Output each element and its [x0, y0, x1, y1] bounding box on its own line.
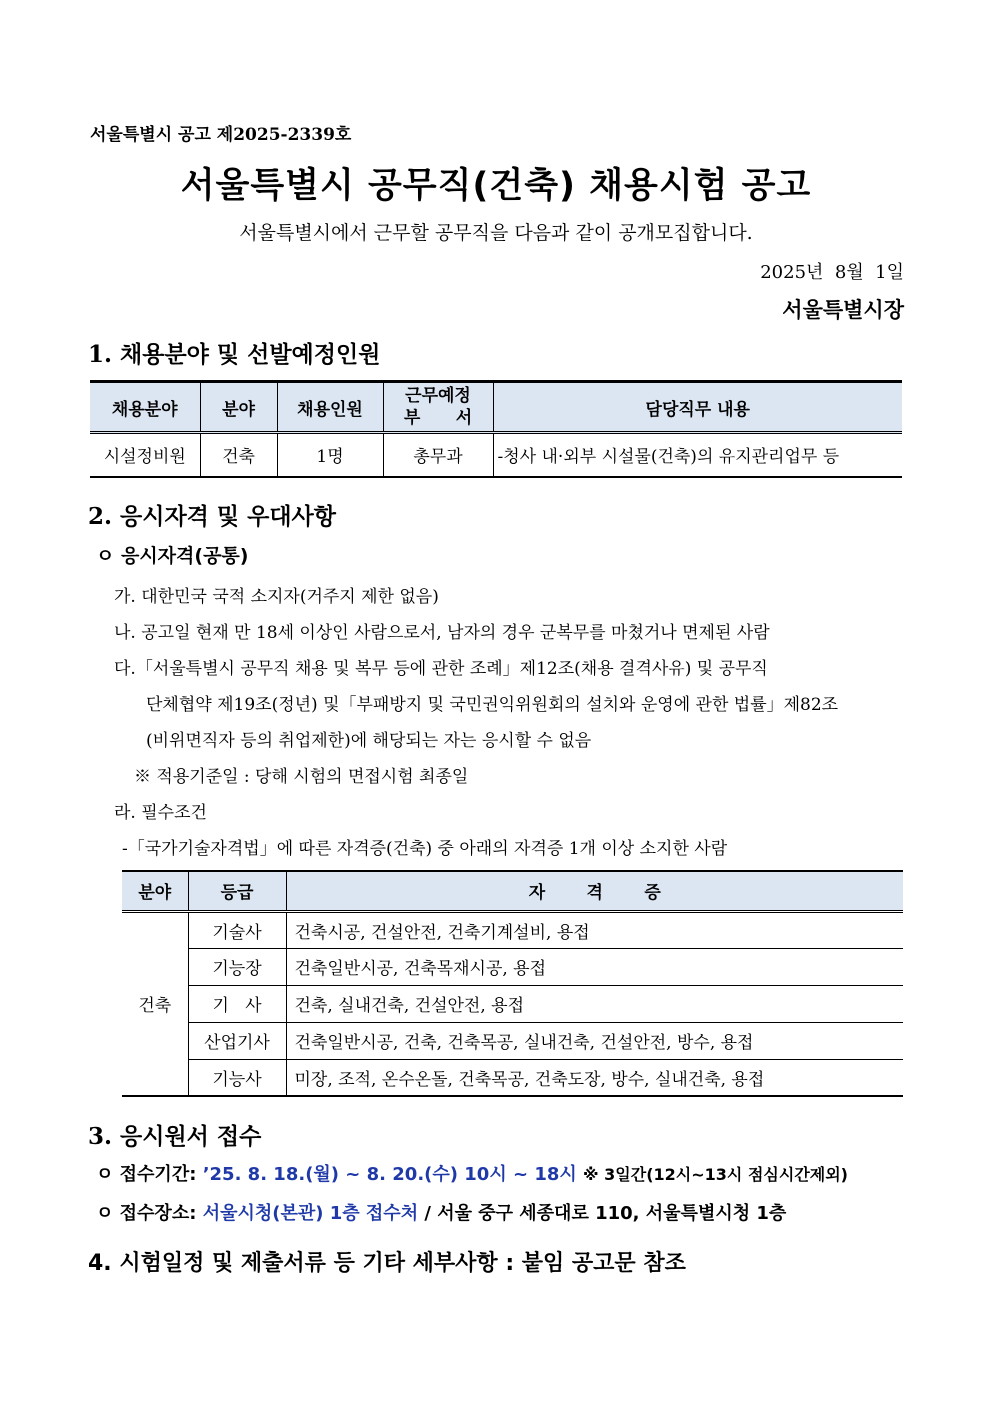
notice-date: 2025년 8월 1일	[760, 262, 904, 283]
issuer: 서울특별시장	[782, 297, 904, 322]
header-field: 채용분야	[90, 382, 200, 433]
header-department-line1: 근무예정	[405, 386, 471, 406]
application-place	[96, 1199, 786, 1225]
cell-grade: 기능장	[188, 948, 286, 985]
cell-grade: 기 사	[188, 985, 286, 1022]
cell-field: 시설정비원	[103, 447, 186, 468]
header-grade: 등급	[188, 871, 286, 911]
cell-area: 건축	[200, 433, 277, 477]
period-value: ’25. 8. 18.(월) ~ 8. 20.(수) 10시 ~ 18시	[202, 1164, 577, 1185]
notice-number: 서울특별시 공고 제2025-2339호	[90, 125, 352, 145]
cell-certificates: 건축시공, 건설안전, 건축기계설비, 용접	[286, 911, 903, 948]
cell-certificates: 건축일반시공, 건축, 건축목공, 실내건축, 건설안전, 방수, 용접	[286, 1022, 903, 1059]
qualification-bullet: ㅇ 응시자격(공통)	[96, 545, 249, 567]
table-header-row	[90, 382, 902, 433]
header-department-line2: 부 서	[403, 408, 473, 428]
subtitle: 서울특별시에서 근무할 공무직을 다음과 같이 공개모집합니다.	[239, 222, 753, 244]
section2-heading: 2. 응시자격 및 우대사항	[88, 503, 336, 530]
period-label: ㅇ 접수기간:	[96, 1164, 197, 1185]
item-ga: 가. 대한민국 국적 소지자(거주지 제한 없음)	[114, 587, 439, 607]
period-note: ※ 3일간(12시~13시 점심시간제외)	[583, 1165, 848, 1184]
place-address: / 서울 중구 세종대로 110, 서울특별시청 1층	[424, 1203, 787, 1224]
item-ra: 라. 필수조건	[114, 803, 207, 823]
certificate-table	[122, 870, 903, 1097]
cell-certificates: 건축일반시공, 건축목재시공, 용접	[286, 948, 903, 985]
table-header-row	[122, 871, 903, 911]
application-period	[96, 1160, 848, 1186]
table-row	[122, 911, 903, 948]
place-label: ㅇ 접수장소:	[96, 1203, 197, 1224]
section1-heading: 1. 채용분야 및 선발예정인원	[88, 341, 381, 368]
item-da-cont2: (비위면직자 등의 취업제한)에 해당되는 자는 응시할 수 없음	[146, 731, 592, 751]
table-row	[122, 948, 903, 985]
reference-note: ※ 적용기준일 : 당해 시험의 면접시험 최종일	[134, 767, 469, 787]
cell-grade: 산업기사	[188, 1022, 286, 1059]
cell-grade: 기능사	[188, 1059, 286, 1096]
table-row	[90, 433, 902, 477]
item-da-cont1: 단체협약 제19조(정년) 및「부패방지 및 국민권익위원회의 설치와 운영에 관한 법률」제82조	[146, 695, 839, 715]
place-value: 서울시청(본관) 1층 접수처	[202, 1203, 419, 1224]
item-ra-detail: -「국가기술자격법」에 따른 자격증(건축) 중 아래의 자격증 1개 이상 소지한 사람	[122, 839, 728, 859]
header-area: 분야	[122, 871, 188, 911]
header-certificates: 자 격 증	[286, 871, 903, 911]
cell-grade: 기술사	[188, 911, 286, 948]
table-row	[122, 1022, 903, 1059]
item-na: 나. 공고일 현재 만 18세 이상인 사람으로서, 남자의 경우 군복무를 마쳤거나 면제된 사람	[114, 623, 770, 643]
table-row	[122, 1059, 903, 1096]
cell-duties: -청사 내·외부 시설물(건축)의 유지관리업무 등	[493, 433, 902, 477]
cell-headcount: 1명	[277, 433, 383, 477]
table-row	[122, 985, 903, 1022]
cell-department: 총무과	[383, 433, 493, 477]
item-da: 다.「서울특별시 공무직 채용 및 복무 등에 관한 조례」제12조(채용 결격사유) 및 공무직	[114, 659, 768, 679]
recruitment-table	[90, 380, 902, 478]
page-title: 서울특별시 공무직(건축) 채용시험 공고	[180, 166, 812, 206]
header-area: 분야	[200, 382, 277, 433]
header-duties: 담당직무 내용	[493, 382, 902, 433]
header-department	[383, 382, 493, 433]
section3-heading: 3. 응시원서 접수	[88, 1123, 262, 1150]
section4-heading: 4. 시험일정 및 제출서류 등 기타 세부사항 : 붙임 공고문 참조	[88, 1251, 686, 1276]
header-headcount: 채용인원	[277, 382, 383, 433]
cell-category: 건축	[122, 911, 188, 1096]
cell-certificates: 건축, 실내건축, 건설안전, 용접	[286, 985, 903, 1022]
cell-certificates: 미장, 조적, 온수온돌, 건축목공, 건축도장, 방수, 실내건축, 용접	[286, 1059, 903, 1096]
